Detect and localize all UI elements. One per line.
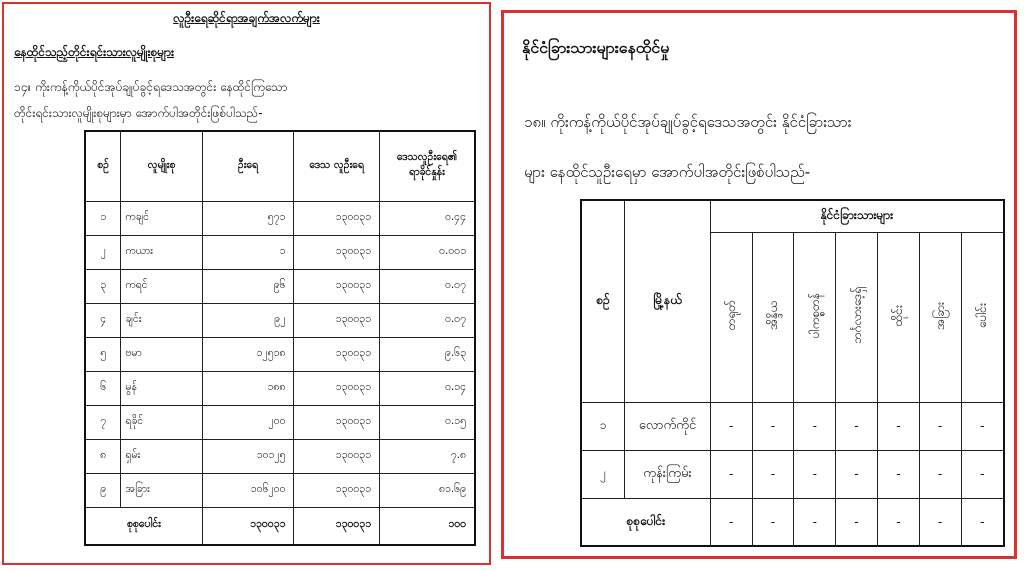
total-population: ၁၃၀၀၃၁ bbox=[202, 507, 294, 545]
total-value: - bbox=[836, 498, 878, 546]
total-label: စုစုပေါင်း bbox=[85, 507, 202, 545]
table-row bbox=[85, 371, 475, 405]
cell-population: ၂၀၀ bbox=[202, 405, 294, 439]
total-value: - bbox=[794, 498, 836, 546]
cell-no: ၆ bbox=[85, 371, 121, 405]
right-paragraph bbox=[524, 97, 1004, 197]
cell-no: ၃ bbox=[85, 269, 121, 303]
total-region-population: ၁၃၀၀၃၁ bbox=[294, 507, 380, 545]
cell-region-population: ၁၃၀၀၃၁ bbox=[294, 201, 380, 235]
total-value: - bbox=[878, 498, 920, 546]
header-foreigners-group: နိုင်ငံခြားသားများ bbox=[710, 200, 1004, 232]
header-region-population: ဒေသ လူဦးရေ bbox=[294, 131, 380, 201]
right-document-panel bbox=[501, 10, 1017, 559]
cell-percentage: ၀.၀၀၁ bbox=[379, 235, 475, 269]
cell-group: ချင်း bbox=[121, 303, 203, 337]
header-ethnic-group: လူမျိုးစု bbox=[121, 131, 203, 201]
cell-group: ရှမ်း bbox=[121, 439, 203, 473]
table-row bbox=[581, 450, 1004, 498]
cell-region-population: ၁၃၀၀၃၁ bbox=[294, 235, 380, 269]
ethnic-groups-table bbox=[84, 130, 476, 546]
table-row bbox=[85, 201, 475, 235]
header-country: ဘင်္ဂလားဒေ့ရှ် bbox=[836, 232, 878, 402]
table-row bbox=[581, 402, 1004, 450]
cell-percentage: ၉.၆၃ bbox=[379, 337, 475, 371]
table-row bbox=[85, 303, 475, 337]
cell-value: - bbox=[919, 402, 961, 450]
header-country: အိန္ဒိယ bbox=[752, 232, 794, 402]
cell-group: ကချင် bbox=[121, 201, 203, 235]
left-paragraph-line2: တိုင်းရင်းသားလူမျိုးစုများမှာ အောက်ပါအတိုင်းဖြစ်ပါသည်- bbox=[14, 106, 263, 120]
cell-percentage: ၇.၈ bbox=[379, 439, 475, 473]
cell-value: - bbox=[794, 450, 836, 498]
cell-group: ဗမာ bbox=[121, 337, 203, 371]
cell-percentage: ၀.၁၅ bbox=[379, 405, 475, 439]
cell-value: - bbox=[878, 450, 920, 498]
left-paragraph bbox=[14, 74, 474, 126]
cell-value: - bbox=[794, 402, 836, 450]
left-subtitle: နေထိုင်သည့်တိုင်းရင်းသားလူမျိုးစုများ bbox=[14, 45, 175, 59]
cell-value: - bbox=[919, 450, 961, 498]
cell-value: - bbox=[961, 450, 1004, 498]
cell-percentage: ၀.၀၇ bbox=[379, 303, 475, 337]
cell-percentage: ၀.၁၄ bbox=[379, 371, 475, 405]
header-country: ပါကစ္စတန် bbox=[794, 232, 836, 402]
cell-group: မွန် bbox=[121, 371, 203, 405]
left-document-panel bbox=[2, 2, 491, 565]
header-country: ပေါင်း bbox=[961, 232, 1004, 402]
table-row bbox=[85, 439, 475, 473]
cell-population: ၅၇၁ bbox=[202, 201, 294, 235]
cell-population: ၁ bbox=[202, 235, 294, 269]
cell-value: - bbox=[710, 402, 752, 450]
left-title: လူဦးရေဆိုင်ရာအချက်အလက်များ bbox=[173, 11, 320, 25]
cell-group: ကရင် bbox=[121, 269, 203, 303]
header-population: ဦးရေ bbox=[202, 131, 294, 201]
cell-no: ၄ bbox=[85, 303, 121, 337]
cell-population: ၁၈၈ bbox=[202, 371, 294, 405]
table-header-row bbox=[85, 131, 475, 201]
header-no: စဉ် bbox=[85, 131, 121, 201]
table-row bbox=[85, 337, 475, 371]
cell-group: အခြား bbox=[121, 473, 203, 507]
header-township: မြို့နယ် bbox=[625, 200, 711, 402]
cell-value: - bbox=[752, 450, 794, 498]
cell-no: ၁ bbox=[85, 201, 121, 235]
cell-no: ၈ bbox=[85, 439, 121, 473]
foreigners-table bbox=[580, 199, 1005, 547]
header-country: အခြား bbox=[919, 232, 961, 402]
left-paragraph-line1: ၁၄။ ကိုးကန့်ကိုယ်ပိုင်အုပ်ချုပ်ခွင့်ရဒေသအတွင်း နေထိုင်ကြသော bbox=[14, 80, 288, 94]
cell-region-population: ၁၃၀၀၃၁ bbox=[294, 439, 380, 473]
cell-value: - bbox=[710, 450, 752, 498]
cell-population: ၁၀၁၂၅ bbox=[202, 439, 294, 473]
table-total-row bbox=[85, 507, 475, 545]
cell-no: ၁ bbox=[581, 402, 625, 450]
cell-population: ၁၀၆၂၀၀ bbox=[202, 473, 294, 507]
total-value: - bbox=[961, 498, 1004, 546]
table-total-row bbox=[581, 498, 1004, 546]
cell-group: ရခိုင် bbox=[121, 405, 203, 439]
cell-value: - bbox=[961, 402, 1004, 450]
cell-region-population: ၁၃၀၀၃၁ bbox=[294, 371, 380, 405]
table-header-row bbox=[581, 200, 1004, 232]
cell-no: ၉ bbox=[85, 473, 121, 507]
total-percentage: ၁၀၀ bbox=[379, 507, 475, 545]
cell-percentage: ၈၁.၆၉ bbox=[379, 473, 475, 507]
cell-region-population: ၁၃၀၀၃၁ bbox=[294, 473, 380, 507]
cell-region-population: ၁၃၀၀၃၁ bbox=[294, 405, 380, 439]
cell-region-population: ၁၃၀၀၃၁ bbox=[294, 303, 380, 337]
header-no: စဉ် bbox=[581, 200, 625, 402]
cell-township: လောက်ကိုင် bbox=[625, 402, 711, 450]
cell-township: ကုန်းကြမ်း bbox=[625, 450, 711, 498]
table-row bbox=[85, 269, 475, 303]
cell-region-population: ၁၃၀၀၃၁ bbox=[294, 337, 380, 371]
header-country: ထိုင်း bbox=[878, 232, 920, 402]
right-paragraph-line2: များ နေထိုင်သူဦးရေမှာ အောက်ပါအတိုင်းဖြစ်ပါသည်- bbox=[524, 163, 811, 181]
table-row bbox=[85, 235, 475, 269]
right-paragraph-line1: ၁၈။ ကိုးကန့်ကိုယ်ပိုင်အုပ်ချုပ်ခွင့်ရဒေသအတွင်း နိုင်ငံခြားသား bbox=[524, 113, 852, 131]
cell-region-population: ၁၃၀၀၃၁ bbox=[294, 269, 380, 303]
table-row bbox=[85, 473, 475, 507]
cell-group: ကယား bbox=[121, 235, 203, 269]
total-value: - bbox=[752, 498, 794, 546]
cell-no: ၅ bbox=[85, 337, 121, 371]
right-title: နိုင်ငံခြားသားများနေထိုင်မှု bbox=[522, 38, 670, 57]
cell-population: ၉၂ bbox=[202, 303, 294, 337]
cell-population: ၉၆ bbox=[202, 269, 294, 303]
cell-no: ၂ bbox=[85, 235, 121, 269]
total-value: - bbox=[919, 498, 961, 546]
cell-value: - bbox=[878, 402, 920, 450]
cell-value: - bbox=[836, 402, 878, 450]
total-value: - bbox=[710, 498, 752, 546]
cell-no: ၂ bbox=[581, 450, 625, 498]
table-row bbox=[85, 405, 475, 439]
total-label: စုစုပေါင်း bbox=[581, 498, 710, 546]
cell-percentage: ၀.၄၄ bbox=[379, 201, 475, 235]
header-percentage: ဒေသလူဦးရေ၏ ရာခိုင်နှုန်း bbox=[379, 131, 475, 201]
header-country: တရုတ် bbox=[710, 232, 752, 402]
cell-value: - bbox=[752, 402, 794, 450]
cell-percentage: ၀.၀၇ bbox=[379, 269, 475, 303]
cell-no: ၇ bbox=[85, 405, 121, 439]
cell-value: - bbox=[836, 450, 878, 498]
cell-population: ၁၂၅၁၈ bbox=[202, 337, 294, 371]
